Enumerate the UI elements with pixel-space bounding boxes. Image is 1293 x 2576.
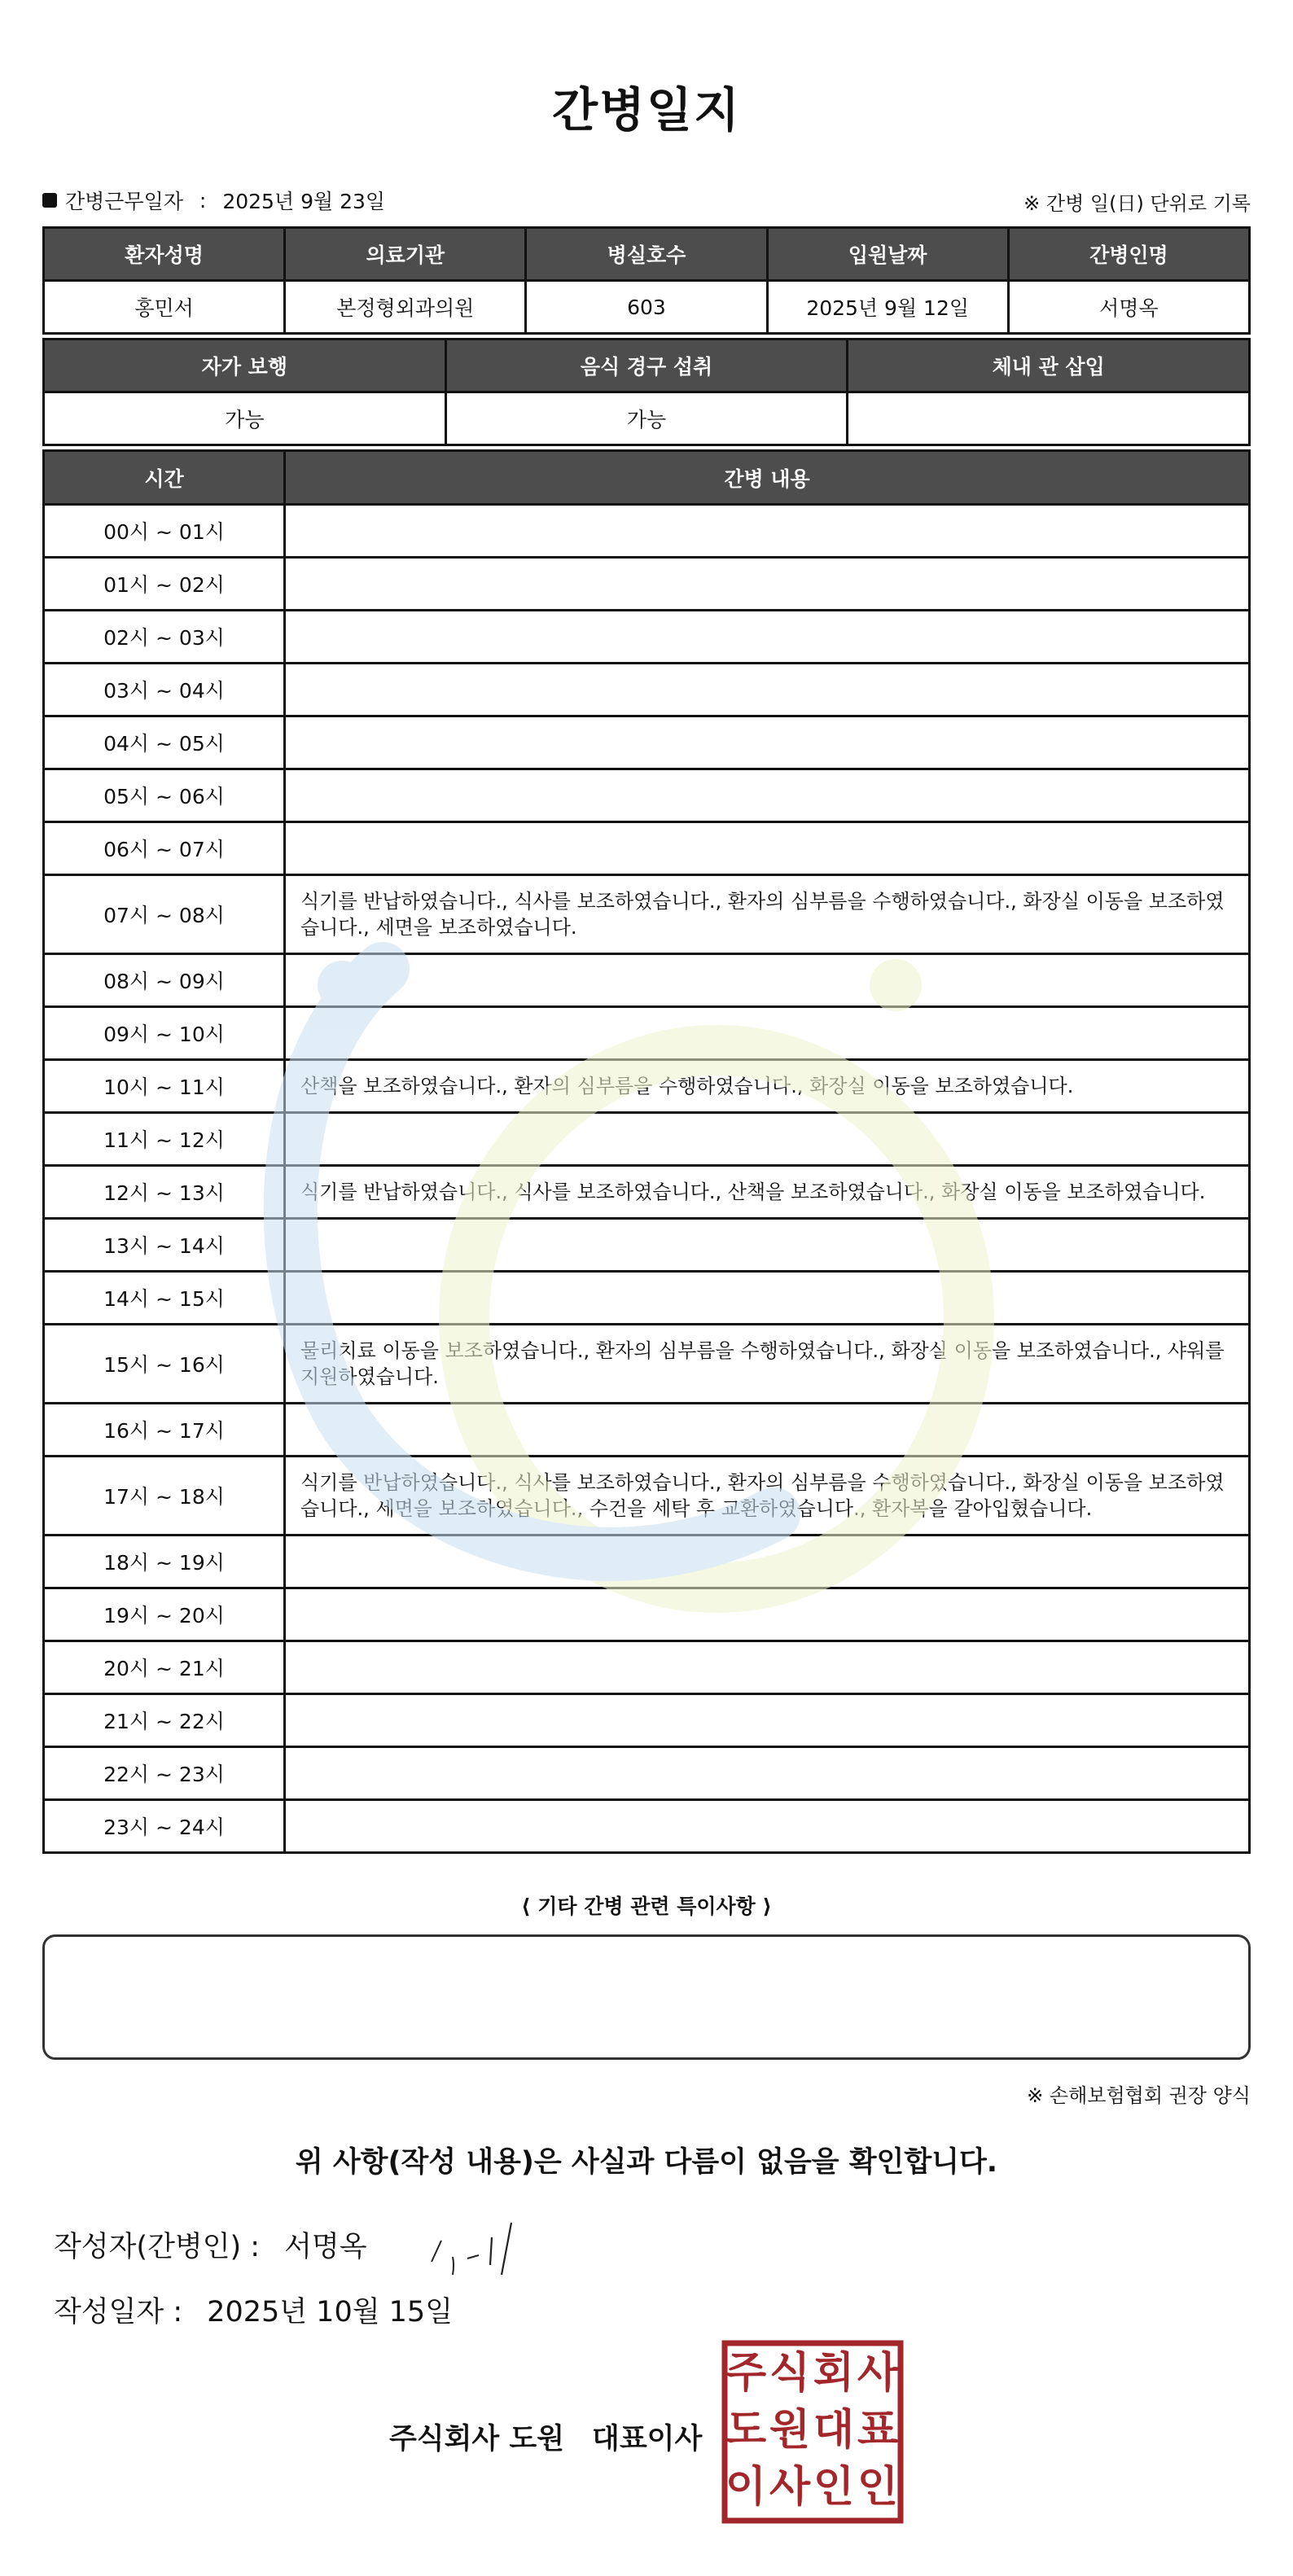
care-log-table [42, 449, 1251, 1854]
care-log-time: 19시 ~ 20시 [44, 1588, 285, 1641]
care-log-row [44, 1166, 1250, 1219]
care-log-row [44, 769, 1250, 822]
care-log-row [44, 1747, 1250, 1800]
care-log-content: 식기를 반납하였습니다., 식사를 보조하였습니다., 환자의 심부름을 수행하였습니다., 화장실 이동을 보조하였습니다., 세면을 보조하였습니다., 수건을 세탁 후 교환하였습니다., 환자복을 갈아입혔습니다. [285, 1457, 1250, 1536]
care-log-row [44, 822, 1250, 875]
seal-character: 사 [769, 2463, 811, 2512]
care-log-row [44, 1588, 1250, 1641]
work-date-label: 간병근무일자 [65, 190, 183, 213]
seal-character: 대 [813, 2406, 855, 2455]
care-log-time: 02시 ~ 03시 [44, 611, 285, 664]
write-date-value: 2025년 10월 15일 [207, 2296, 453, 2328]
header-oral-intake: 음식 경구 섭취 [445, 340, 848, 392]
header-room: 병실호수 [526, 228, 767, 281]
care-log-content [285, 769, 1250, 822]
care-log-content [285, 1694, 1250, 1747]
care-log-time: 23시 ~ 24시 [44, 1800, 285, 1853]
form-note: ※ 손해보험협회 권장 양식 [1027, 2084, 1251, 2107]
writer-name: 서명옥 [284, 2231, 367, 2263]
seal-character: 주 [725, 2349, 767, 2398]
care-log-content [285, 1747, 1250, 1800]
hospital-name: 본정형외과의원 [285, 281, 526, 334]
company-representative-title: 대표이사 [592, 2423, 703, 2456]
patient-name: 홍민서 [44, 281, 285, 334]
care-log-time: 18시 ~ 19시 [44, 1536, 285, 1588]
care-log-content: 물리치료 이동을 보조하였습니다., 환자의 심부름을 수행하였습니다., 화장실 이동을 보조하였습니다., 샤워를 지원하였습니다. [285, 1325, 1250, 1404]
care-log-content: 식기를 반납하였습니다., 식사를 보조하였습니다., 환자의 심부름을 수행하였습니다., 화장실 이동을 보조하였습니다., 세면을 보조하였습니다. [285, 875, 1250, 954]
care-log-time: 17시 ~ 18시 [44, 1457, 285, 1536]
admission-date: 2025년 9월 12일 [767, 281, 1008, 334]
seal-character: 도 [725, 2406, 767, 2455]
care-log-row [44, 558, 1250, 611]
care-log-row [44, 1007, 1250, 1060]
care-log-row [44, 1641, 1250, 1694]
work-date-line [42, 186, 385, 215]
care-log-row [44, 716, 1250, 769]
care-log-row [44, 1404, 1250, 1457]
seal-character: 이 [725, 2463, 767, 2512]
care-log-row [44, 954, 1250, 1007]
header-self-walking: 자가 보행 [44, 340, 446, 392]
care-log-content [285, 1641, 1250, 1694]
care-log-row [44, 1113, 1250, 1166]
header-caregiver-name: 간병인명 [1008, 228, 1249, 281]
special-notes-label: ⟨ 기타 간병 관련 특이사항 ⟩ [521, 1895, 772, 1918]
patient-info-header-row [44, 228, 1250, 281]
care-log-time: 21시 ~ 22시 [44, 1694, 285, 1747]
seal-character: 회 [813, 2349, 855, 2398]
care-log-time: 20시 ~ 21시 [44, 1641, 285, 1694]
care-log-time: 06시 ~ 07시 [44, 822, 285, 875]
care-log-time: 10시 ~ 11시 [44, 1060, 285, 1113]
unit-note: ※ 간병 일(日) 단위로 기록 [1023, 192, 1251, 215]
company-line [389, 2416, 702, 2457]
header-patient-name: 환자성명 [44, 228, 285, 281]
care-log-content: 식기를 반납하였습니다., 식사를 보조하였습니다., 산책을 보조하였습니다., 화장실 이동을 보조하였습니다. [285, 1166, 1250, 1219]
care-log-content [285, 1800, 1250, 1853]
write-date-line [54, 2289, 453, 2330]
header-tube-insertion: 체내 관 삽입 [848, 340, 1250, 392]
care-log-content [285, 558, 1250, 611]
seal-character: 사 [857, 2349, 899, 2398]
patient-status-header-row [44, 340, 1250, 392]
document-title: 간병일지 [551, 82, 742, 138]
header-time: 시간 [44, 451, 285, 505]
oral-intake-value: 가능 [445, 392, 848, 445]
header-care-content: 간병 내용 [285, 451, 1250, 505]
patient-info-table [42, 226, 1251, 335]
care-log-content [285, 611, 1250, 664]
care-log-row [44, 1272, 1250, 1325]
care-log-time: 12시 ~ 13시 [44, 1166, 285, 1219]
confirmation-statement: 위 사항(작성 내용)은 사실과 다름이 없음을 확인합니다. [295, 2146, 998, 2179]
care-log-time: 00시 ~ 01시 [44, 505, 285, 558]
seal-character: 인 [813, 2463, 855, 2512]
care-log-row [44, 1536, 1250, 1588]
header-hospital: 의료기관 [285, 228, 526, 281]
room-number: 603 [526, 281, 767, 334]
care-log-row [44, 505, 1250, 558]
care-log-row [44, 1060, 1250, 1113]
care-log-time: 04시 ~ 05시 [44, 716, 285, 769]
seal-character: 표 [857, 2406, 899, 2455]
care-log-time: 11시 ~ 12시 [44, 1113, 285, 1166]
special-notes-box [42, 1934, 1251, 2060]
care-log-time: 09시 ~ 10시 [44, 1007, 285, 1060]
care-log-content: 산책을 보조하였습니다., 환자의 심부름을 수행하였습니다., 화장실 이동을 보조하였습니다. [285, 1060, 1250, 1113]
care-log-time: 13시 ~ 14시 [44, 1219, 285, 1272]
seal-character: 식 [769, 2349, 811, 2398]
seal-character: 인 [857, 2463, 899, 2512]
care-log-content [285, 716, 1250, 769]
care-log-row [44, 1219, 1250, 1272]
company-name: 주식회사 도원 [389, 2423, 565, 2456]
care-log-content [285, 1113, 1250, 1166]
patient-status-table [42, 338, 1251, 446]
care-log-time: 14시 ~ 15시 [44, 1272, 285, 1325]
tube-insertion-value [848, 392, 1250, 445]
self-walking-value: 가능 [44, 392, 446, 445]
care-log-time: 05시 ~ 06시 [44, 769, 285, 822]
writer-line [54, 2224, 367, 2265]
care-log-content [285, 505, 1250, 558]
seal-character: 원 [769, 2406, 811, 2455]
header-admission-date: 입원날짜 [767, 228, 1008, 281]
care-log-row [44, 1694, 1250, 1747]
care-log-row [44, 1325, 1250, 1404]
care-log-content [285, 1007, 1250, 1060]
care-log-row [44, 1457, 1250, 1536]
work-date-value: 2025년 9월 23일 [222, 190, 386, 213]
care-log-row [44, 1800, 1250, 1853]
care-log-row [44, 664, 1250, 716]
writer-label: 작성자(간병인) : [54, 2231, 261, 2263]
care-log-content [285, 1588, 1250, 1641]
caregiver-name: 서명옥 [1008, 281, 1249, 334]
handwritten-signature [420, 2215, 542, 2288]
care-log-content [285, 954, 1250, 1007]
care-log-time: 16시 ~ 17시 [44, 1404, 285, 1457]
care-log-content [285, 1219, 1250, 1272]
care-log-time: 01시 ~ 02시 [44, 558, 285, 611]
care-log-content [285, 1404, 1250, 1457]
care-log-body [44, 505, 1250, 1853]
care-log-row [44, 875, 1250, 954]
care-log-row [44, 611, 1250, 664]
care-log-time: 08시 ~ 09시 [44, 954, 285, 1007]
care-log-header-row [44, 451, 1250, 505]
company-seal [721, 2340, 904, 2524]
patient-status-value-row [44, 392, 1250, 445]
care-log-time: 15시 ~ 16시 [44, 1325, 285, 1404]
square-bullet-icon [42, 193, 57, 208]
care-log-content [285, 822, 1250, 875]
patient-info-value-row [44, 281, 1250, 334]
care-log-content [285, 1536, 1250, 1588]
care-log-time: 03시 ~ 04시 [44, 664, 285, 716]
write-date-label: 작성일자 : [54, 2296, 183, 2328]
care-log-time: 07시 ~ 08시 [44, 875, 285, 954]
care-log-content [285, 1272, 1250, 1325]
care-log-time: 22시 ~ 23시 [44, 1747, 285, 1800]
care-log-content [285, 664, 1250, 716]
work-date-separator: : [199, 188, 207, 212]
